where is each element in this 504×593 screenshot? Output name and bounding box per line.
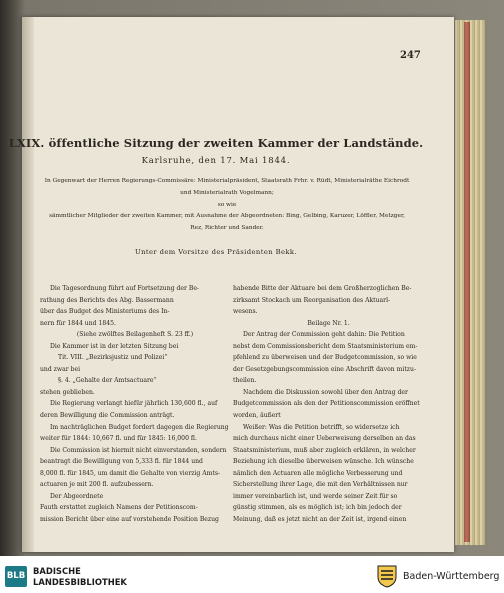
text-line: rathung des Berichts des Abg. Bassermann [40, 296, 174, 304]
text-line: Budgetcommission als den der Petitionscommission eröffnet [233, 400, 420, 408]
region-name[interactable]: Baden-Württemberg [403, 571, 500, 582]
library-name-line: LANDESBIBLIOTHEK [33, 576, 127, 587]
book-page-edges [455, 20, 485, 545]
text-line: stehen geblieben. [40, 388, 95, 396]
text-line: Der Abgeordnete [50, 492, 104, 500]
text-line: nern für 1844 und 1845. [40, 319, 116, 327]
text-line: Staatsministerium, muß aber zugleich erklären, in welcher [233, 446, 416, 454]
text-line: §. 4. „Gehalte der Amtsactuare“ [58, 377, 157, 385]
baden-wuerttemberg-crest-icon[interactable] [376, 564, 398, 588]
text-line: mich durchaus nicht einer Ueberweisung derselben an das [233, 435, 416, 443]
text-line: nebst dem Commissionsbericht dem Staatsministerium em- [233, 342, 418, 350]
text-line: und zwar bei [40, 365, 81, 373]
text-line: Nachdem die Diskussion sowohl über den Antrag der [243, 388, 408, 396]
text-line: Tit. VIII. „Bezirksjustiz und Polizei“ [58, 354, 168, 362]
text-line: Der Antrag der Commission geht dahin: Die Petition [243, 331, 405, 339]
library-name[interactable] [33, 566, 127, 587]
attendance-line: und Ministerialrath Vogelmann; [180, 189, 274, 196]
text-line: günstig stimmen, als es möglich ist; ich bin jedoch der [233, 504, 402, 512]
text-line: Beziehung ich dieselbe überweisen wünsche. Ich wünsche [233, 458, 414, 466]
text-line: worden, äußert [233, 412, 281, 420]
text-line: über das Budget des Ministeriums des In- [40, 308, 170, 316]
text-line: Die Regierung verlangt hiefür jährlich 130,600 fl., auf [50, 400, 218, 408]
text-line: (Siehe zwölftes Beilagenheft S. 23 ff.) [76, 331, 194, 339]
text-line: 8,000 fl. für 1845, um damit die Gehalte von vierzig Amts- [40, 469, 221, 477]
text-line: nämlich den Actuaren alle mögliche Verbesserung und [233, 469, 403, 477]
session-date: Karlsruhe, den 17. Mai 1844. [141, 156, 291, 166]
right-text-column [233, 283, 424, 525]
page-gutter [22, 17, 34, 552]
text-line: Weißer: Was die Petition betrifft, so widersetze ich [243, 423, 400, 431]
library-logo-icon[interactable]: BLB [5, 566, 27, 587]
text-line: Meinung, daß es jetzt nicht an der Zeit ist, irgend einen [233, 515, 407, 523]
text-line: Beilage Nr. 1. [307, 319, 350, 327]
text-line: Sicherstellung ihrer Lage, die mit den Verhältnissen nur [233, 481, 408, 489]
text-line: wesens. [233, 308, 258, 316]
text-line: Die Tagesordnung führt auf Fortsetzung der Be- [50, 285, 199, 292]
text-line: weiter für 1844: 10,667 fl. und für 1845: 16,000 fl. [40, 435, 197, 443]
page-number: 247 [400, 50, 421, 61]
text-line: habende Bitte der Aktuare bei dem Großherzoglichen Be- [233, 285, 412, 292]
library-name-line: BADISCHE [33, 566, 81, 576]
text-line: theilen. [233, 377, 257, 385]
attendance-note [34, 176, 420, 235]
attendance-line: sämmtlicher Mitglieder der zweiten Kammer, mit Ausnahme der Abgeordneten: Bing, Gelbing, Karuzer, Löffler, Metzger, [49, 213, 405, 220]
text-line: Die Kammer ist in der letzten Sitzung bei [50, 342, 179, 350]
attendance-line: In Gegenwart der Herren Regierungs-Commissäre: Ministerialpräsident, Staatsrath Frhr. v. Rüdt, Ministerialräthe Eichrodt [44, 178, 410, 184]
text-line: beantragt die Bewilligung von 5,333 fl. für 1844 und [40, 458, 203, 466]
text-line: pfehlend zu überweisen und der Budgetcommission, so wie [233, 354, 417, 362]
book-red-edge [464, 22, 470, 542]
text-line: deren Bewilligung die Commission anträgt. [40, 412, 175, 420]
session-title: LXIX. öffentliche Sitzung der zweiten Kammer der Landstände. [8, 136, 424, 150]
text-line: zirksamt Stockach um Reorganisation des Aktuarl- [233, 296, 391, 304]
attendance-line: Rez, Richter und Sander. [190, 225, 264, 232]
text-line: der Gesetzgebungscommission eine Abschrift davon mitzu- [233, 365, 416, 373]
text-line: actuaren je mit 200 fl. aufzubessern. [40, 481, 154, 489]
text-line: Die Commission ist hiermit nicht einverstanden, sondern [50, 446, 227, 454]
attendance-line: so wie [217, 201, 237, 208]
text-line: mission Bericht über eine auf vorstehende Position Bezug [40, 515, 219, 523]
text-line: immer vereinbarlich ist, und werde seiner Zeit für so [233, 492, 398, 500]
text-line: Fauth erstattet zugleich Namens der Petitionscom- [40, 504, 198, 512]
text-line: Im nachträglichen Budget fordert dagegen die Regierung [50, 423, 229, 431]
left-text-column [40, 283, 230, 525]
chair-note: Unter dem Vorsitze des Präsidenten Bekk. [134, 248, 298, 256]
